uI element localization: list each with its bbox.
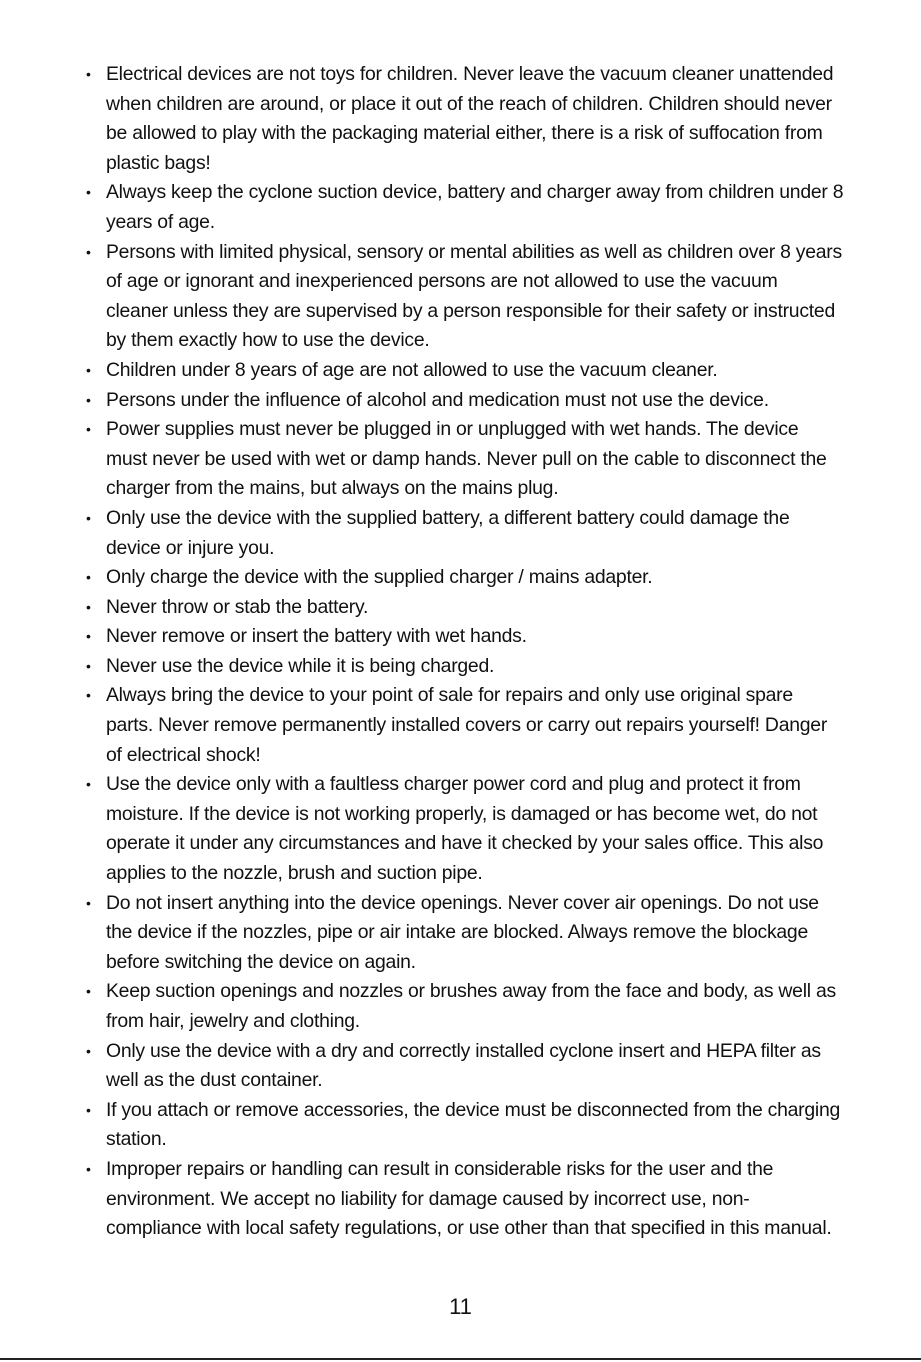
bullet-icon: • (86, 361, 91, 378)
list-item (84, 1096, 844, 1155)
bullet-icon: • (86, 1101, 91, 1118)
bullet-icon: • (86, 657, 91, 674)
list-item (84, 415, 844, 504)
bullet-icon: • (86, 687, 91, 704)
list-item (84, 681, 844, 770)
list-item (84, 238, 844, 356)
list-item (84, 1037, 844, 1096)
list-item (84, 1155, 844, 1244)
bullet-icon: • (86, 598, 91, 615)
bullet-icon: • (86, 509, 91, 526)
list-item (84, 386, 844, 416)
bullet-icon: • (86, 391, 91, 408)
list-item-text: Persons with limited physical, sensory or mental abilities as well as children over 8 years of age or ignorant and inexperienced persons are not allowed to use the vacuum cleaner unless they are supervised by a person responsible for their safety or instructed by them exactly how to use the device. (106, 240, 842, 352)
page-number: 11 (449, 1294, 472, 1319)
list-item-text: Never throw or stab the battery. (106, 595, 369, 618)
safety-instructions-list (84, 60, 844, 1244)
list-item (84, 60, 844, 178)
bullet-icon: • (86, 983, 91, 1000)
list-item-text: Only use the device with a dry and correctly installed cyclone insert and HEPA filter as well as the dust container. (106, 1039, 821, 1092)
list-item (84, 178, 844, 237)
bullet-icon: • (86, 776, 91, 793)
list-item (84, 652, 844, 682)
list-item-text: If you attach or remove accessories, the device must be disconnected from the charging station. (106, 1098, 841, 1151)
list-item (84, 593, 844, 623)
bottom-divider (0, 1358, 921, 1360)
list-item-text: Never use the device while it is being charged. (106, 654, 495, 677)
list-item-text: Use the device only with a faultless charger power cord and plug and protect it from moisture. If the device is not working properly, is damaged or has become wet, do not operate it under any circumstances and have it checked by your sales office. This also applies to the nozzle, brush and suction pipe. (106, 773, 824, 885)
list-item-text: Persons under the influence of alcohol and medication must not use the device. (106, 388, 769, 411)
list-item-text: Always bring the device to your point of sale for repairs and only use original spare parts. Never remove permanently installed covers or carry out repairs yourself! Danger of electrical shock! (106, 684, 828, 766)
list-item (84, 889, 844, 978)
list-item-text: Do not insert anything into the device openings. Never cover air openings. Do not use the device if the nozzles, pipe or air intake are blocked. Always remove the blockage before switching the device on again. (106, 891, 819, 973)
list-item-text: Never remove or insert the battery with wet hands. (106, 625, 527, 648)
bullet-icon: • (86, 1160, 91, 1177)
list-item-text: Keep suction openings and nozzles or brushes away from the face and body, as well as from hair, jewelry and clothing. (106, 980, 836, 1032)
list-item-text: Only use the device with the supplied battery, a different battery could damage the device or injure you. (106, 506, 790, 559)
list-item-text: Only charge the device with the supplied charger / mains adapter. (106, 566, 653, 589)
bullet-icon: • (86, 894, 91, 911)
list-item-text: Always keep the cyclone suction device, battery and charger away from children under 8 years of age. (106, 181, 844, 233)
list-item-text: Electrical devices are not toys for children. Never leave the vacuum cleaner unattended when children are around, or place it out of the reach of children. Children should never be allowed to play with the packaging material either, there is a risk of suffocation from plastic bags! (106, 63, 834, 174)
bullet-icon: • (86, 1042, 91, 1059)
list-item (84, 356, 844, 386)
list-item (84, 977, 844, 1036)
list-item (84, 770, 844, 888)
bullet-icon: • (86, 421, 91, 438)
list-item-text: Power supplies must never be plugged in or unplugged with wet hands. The device must never be used with wet or damp hands. Never pull on the cable to disconnect the charger from the mains, but always on the mains plug. (106, 418, 827, 500)
list-item (84, 622, 844, 652)
bullet-icon: • (86, 184, 91, 201)
list-item (84, 504, 844, 563)
list-item (84, 563, 844, 593)
bullet-icon: • (86, 66, 91, 82)
list-item-text: Improper repairs or handling can result in considerable risks for the user and the environment. We accept no liability for damage caused by incorrect use, non-compliance with local safety regulations, or use other than that specified in this manual. (106, 1157, 832, 1240)
list-item-text: Children under 8 years of age are not allowed to use the vacuum cleaner. (106, 358, 718, 381)
bullet-icon: • (86, 628, 91, 645)
bullet-icon: • (86, 243, 91, 260)
bullet-icon: • (86, 569, 91, 586)
